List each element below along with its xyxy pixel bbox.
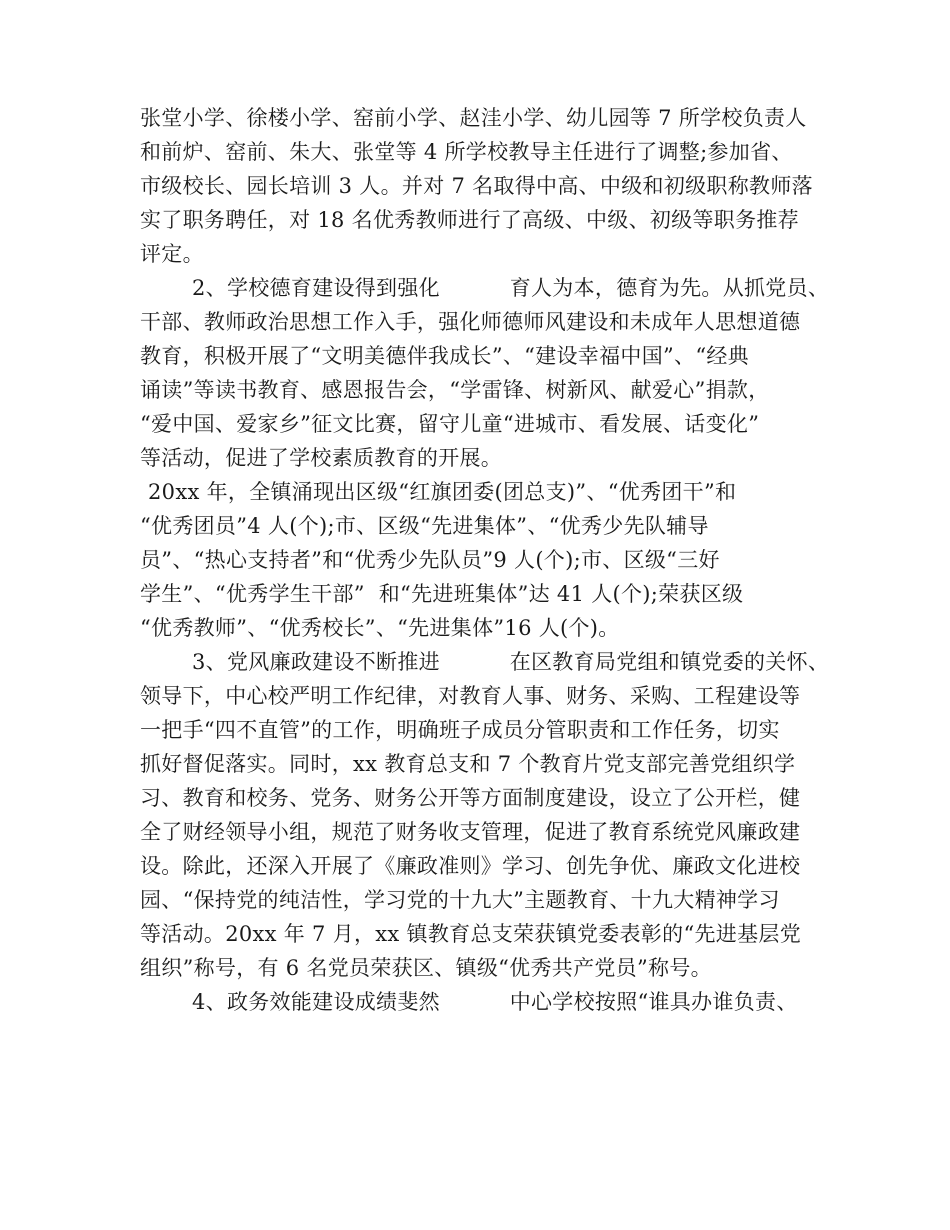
text-line: 园、“保持党的纯洁性，学习党的十九大”主题教育、十九大精神学习: [140, 888, 780, 912]
text-line: 张堂小学、徐楼小学、窑前小学、赵洼小学、幼儿园等 7 所学校负责人: [140, 106, 807, 130]
text-line: 设。除此，还深入开展了《廉政准则》学习、创先争优、廉政文化进校: [140, 854, 801, 878]
text-line: “爱中国、爱家乡”征文比赛，留守儿童“进城市、看发展、话变化”: [140, 412, 760, 436]
text-line: 教育，积极开展了“文明美德伴我成长”、“建设幸福中国”、“经典: [140, 344, 749, 368]
text-line: 和前炉、窑前、朱大、张堂等 4 所学校教导主任进行了调整;参加省、: [140, 140, 793, 164]
text-line: 学生”、“优秀学生干部” 和“先进班集体”达 41 人(个);荣获区级: [140, 582, 744, 606]
text-line: 实了职务聘任，对 18 名优秀教师进行了高级、中级、初级等职务推荐: [140, 208, 799, 232]
text-line: 评定。: [140, 242, 204, 266]
text-line: 诵读”等读书教育、感恩报告会，“学雷锋、树新风、献爱心”捐款，: [140, 378, 770, 402]
text-line: 全了财经领导小组，规范了财务收支管理，促进了教育系统党风廉政建: [140, 820, 801, 844]
text-line: “优秀教师”、“优秀校长”、“先进集体”16 人(个)。: [140, 616, 620, 640]
section-heading-line: 4、政务效能建设成绩斐然 中心学校按照“谁具办谁负责、: [192, 990, 798, 1014]
text-line: 习、教育和校务、党务、财务公开等方面制度建设，设立了公开栏，健: [140, 786, 801, 810]
text-line: 员”、“热心支持者”和“优秀少先队员”9 人(个);市、区级“三好: [140, 548, 720, 572]
text-line: 20xx 年，全镇涌现出区级“红旗团委(团总支)”、“优秀团干”和: [148, 480, 737, 504]
text-line: 组织”称号，有 6 名党员荣获区、镇级“优秀共产党员”称号。: [140, 956, 712, 980]
text-line: 领导下，中心校严明工作纪律，对教育人事、财务、采购、工程建设等: [140, 684, 801, 708]
section-heading-line: 2、学校德育建设得到强化 育人为本，德育为先。从抓党员、: [192, 276, 830, 300]
text-line: 抓好督促落实。同时，xx 教育总支和 7 个教育片党支部完善党组织学: [140, 752, 796, 776]
text-line: 等活动。20xx 年 7 月，xx 镇教育总支荣获镇党委表彰的“先进基层党: [140, 922, 801, 946]
text-line: 等活动，促进了学校素质教育的开展。: [140, 446, 503, 470]
text-line: “优秀团员”4 人(个);市、区级“先进集体”、“优秀少先队辅导: [140, 514, 709, 538]
text-line: 干部、教师政治思想工作入手，强化师德师风建设和未成年人思想道德: [140, 310, 801, 334]
text-line: 一把手“四不直管”的工作，明确班子成员分管职责和工作任务，切实: [140, 718, 780, 742]
text-line: 市级校长、园长培训 3 人。并对 7 名取得中高、中级和初级职称教师落: [140, 174, 813, 198]
section-heading-line: 3、党风廉政建设不断推进 在区教育局党组和镇党委的关怀、: [192, 650, 830, 674]
